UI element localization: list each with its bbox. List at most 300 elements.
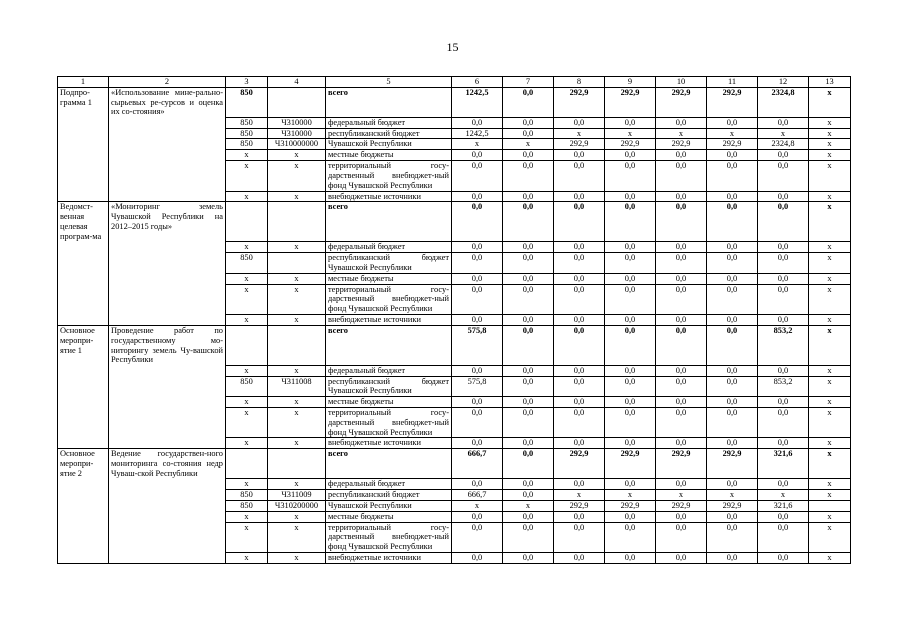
value-cell: 0,0 xyxy=(656,511,707,522)
value-cell: x xyxy=(809,273,851,284)
target-code-cell: x xyxy=(268,284,326,314)
value-cell: 0,0 xyxy=(707,117,758,128)
value-cell: 0,0 xyxy=(707,150,758,161)
value-cell: 0,0 xyxy=(758,273,809,284)
page-number: 15 xyxy=(446,40,459,54)
table-row xyxy=(58,161,851,191)
column-header-4: 4 xyxy=(268,77,326,88)
value-cell: x xyxy=(554,490,605,501)
value-cell: 0,0 xyxy=(503,150,554,161)
target-code-cell: x xyxy=(268,273,326,284)
value-cell: 0,0 xyxy=(656,438,707,449)
value-cell: 0,0 xyxy=(656,161,707,191)
grbs-code-cell: x xyxy=(226,553,268,564)
table-row xyxy=(58,242,851,253)
value-cell: x xyxy=(503,500,554,511)
program-name-cell xyxy=(109,150,226,161)
program-name-cell xyxy=(109,284,226,314)
value-cell: 0,0 xyxy=(503,117,554,128)
column-header-7: 7 xyxy=(503,77,554,88)
value-cell: 0,0 xyxy=(554,191,605,202)
value-cell: 0,0 xyxy=(758,553,809,564)
program-name-cell xyxy=(109,397,226,408)
table-row xyxy=(58,139,851,150)
table-row xyxy=(58,438,851,449)
table-row xyxy=(58,191,851,202)
grbs-code-cell: x xyxy=(226,522,268,552)
program-type-cell xyxy=(58,315,109,326)
value-cell: x xyxy=(809,128,851,139)
grbs-code-cell: 850 xyxy=(226,376,268,397)
column-header-12: 12 xyxy=(758,77,809,88)
value-cell: 0,0 xyxy=(554,408,605,438)
value-cell: 0,0 xyxy=(554,161,605,191)
value-cell: 0,0 xyxy=(554,438,605,449)
table-row xyxy=(58,479,851,490)
value-cell: x xyxy=(809,191,851,202)
value-cell: 0,0 xyxy=(452,150,503,161)
value-cell: 0,0 xyxy=(503,365,554,376)
value-cell: 0,0 xyxy=(605,479,656,490)
value-cell: 0,0 xyxy=(758,397,809,408)
value-cell: 0,0 xyxy=(503,522,554,552)
table-row xyxy=(58,325,851,365)
value-cell: 0,0 xyxy=(452,242,503,253)
grbs-code-cell: x xyxy=(226,315,268,326)
program-type-cell xyxy=(58,500,109,511)
target-code-cell: x xyxy=(268,522,326,552)
funding-source-cell: местные бюджеты xyxy=(326,397,452,408)
program-name-cell xyxy=(109,161,226,191)
value-cell: 0,0 xyxy=(656,325,707,365)
table-row xyxy=(58,490,851,501)
program-type-cell: Подпро-грамма 1 xyxy=(58,87,109,117)
header-row xyxy=(58,77,851,88)
value-cell: 666,7 xyxy=(452,449,503,479)
target-code-cell: Ч310000 xyxy=(268,117,326,128)
target-code-cell xyxy=(268,449,326,479)
value-cell: 0,0 xyxy=(554,253,605,274)
program-name-cell xyxy=(109,511,226,522)
program-name-cell xyxy=(109,315,226,326)
value-cell: 0,0 xyxy=(452,202,503,242)
program-name-cell xyxy=(109,408,226,438)
value-cell: 0,0 xyxy=(605,438,656,449)
value-cell xyxy=(809,500,851,511)
value-cell: 0,0 xyxy=(656,397,707,408)
table-row xyxy=(58,365,851,376)
value-cell: 0,0 xyxy=(452,522,503,552)
value-cell: 0,0 xyxy=(503,490,554,501)
program-type-cell xyxy=(58,490,109,501)
value-cell: 0,0 xyxy=(758,202,809,242)
value-cell: 0,0 xyxy=(605,117,656,128)
program-name-cell xyxy=(109,365,226,376)
target-code-cell: x xyxy=(268,191,326,202)
program-type-cell xyxy=(58,553,109,564)
program-name-cell xyxy=(109,242,226,253)
grbs-code-cell: x xyxy=(226,438,268,449)
value-cell: 292,9 xyxy=(656,500,707,511)
program-name-cell: Ведение государствен-ного мониторинга со-стояния недр Чуваш-ской Республики xyxy=(109,449,226,479)
funding-source-cell: республиканский бюджет xyxy=(326,128,452,139)
value-cell: x xyxy=(707,490,758,501)
value-cell: 0,0 xyxy=(605,161,656,191)
funding-source-cell: федеральный бюджет xyxy=(326,479,452,490)
value-cell: 0,0 xyxy=(452,284,503,314)
value-cell: 1242,5 xyxy=(452,87,503,117)
value-cell: 0,0 xyxy=(656,191,707,202)
grbs-code-cell: x xyxy=(226,191,268,202)
value-cell: x xyxy=(809,408,851,438)
value-cell: x xyxy=(809,150,851,161)
program-type-cell xyxy=(58,253,109,274)
value-cell: 0,0 xyxy=(707,284,758,314)
value-cell: x xyxy=(656,128,707,139)
grbs-code-cell: 850 xyxy=(226,87,268,117)
value-cell: x xyxy=(554,128,605,139)
value-cell: 0,0 xyxy=(605,191,656,202)
value-cell: 0,0 xyxy=(758,117,809,128)
table-row xyxy=(58,87,851,117)
value-cell: 292,9 xyxy=(707,87,758,117)
value-cell: 0,0 xyxy=(503,449,554,479)
value-cell: x xyxy=(656,490,707,501)
column-header-1: 1 xyxy=(58,77,109,88)
target-code-cell: x xyxy=(268,315,326,326)
funding-source-cell: республиканский бюджет Чувашской Республики xyxy=(326,253,452,274)
value-cell: 0,0 xyxy=(605,253,656,274)
value-cell: 0,0 xyxy=(503,397,554,408)
target-code-cell xyxy=(268,87,326,117)
grbs-code-cell: x xyxy=(226,273,268,284)
funding-source-cell: федеральный бюджет xyxy=(326,365,452,376)
value-cell: 0,0 xyxy=(605,315,656,326)
funding-source-cell: внебюджетные источники xyxy=(326,438,452,449)
target-code-cell: Ч310000000 xyxy=(268,139,326,150)
value-cell: 0,0 xyxy=(554,202,605,242)
column-header-6: 6 xyxy=(452,77,503,88)
value-cell: x xyxy=(809,139,851,150)
value-cell: 0,0 xyxy=(656,117,707,128)
column-header-2: 2 xyxy=(109,77,226,88)
value-cell: 0,0 xyxy=(452,553,503,564)
value-cell: x xyxy=(809,161,851,191)
value-cell: 0,0 xyxy=(452,273,503,284)
funding-source-cell: федеральный бюджет xyxy=(326,117,452,128)
value-cell: 0,0 xyxy=(554,376,605,397)
value-cell: 292,9 xyxy=(656,87,707,117)
value-cell: x xyxy=(809,553,851,564)
program-type-cell xyxy=(58,522,109,552)
value-cell: 0,0 xyxy=(554,397,605,408)
value-cell: 292,9 xyxy=(707,449,758,479)
value-cell: 0,0 xyxy=(605,408,656,438)
value-cell: x xyxy=(758,490,809,501)
value-cell: 853,2 xyxy=(758,376,809,397)
value-cell: 0,0 xyxy=(554,284,605,314)
value-cell: x xyxy=(809,522,851,552)
funding-source-cell: внебюджетные источники xyxy=(326,191,452,202)
value-cell: 0,0 xyxy=(503,315,554,326)
value-cell: 0,0 xyxy=(554,365,605,376)
value-cell: 0,0 xyxy=(605,365,656,376)
grbs-code-cell: 850 xyxy=(226,128,268,139)
value-cell: 0,0 xyxy=(656,365,707,376)
funding-source-cell: Чувашской Республики xyxy=(326,139,452,150)
program-name-cell: Проведение работ по государственному мо-ниторингу земель Чу-вашской Республики xyxy=(109,325,226,365)
value-cell: 0,0 xyxy=(656,202,707,242)
value-cell: 292,9 xyxy=(707,500,758,511)
target-code-cell: Ч311008 xyxy=(268,376,326,397)
value-cell: x xyxy=(809,490,851,501)
funding-source-cell: местные бюджеты xyxy=(326,150,452,161)
value-cell: 0,0 xyxy=(758,242,809,253)
value-cell: 0,0 xyxy=(554,553,605,564)
value-cell: 0,0 xyxy=(503,128,554,139)
target-code-cell: x xyxy=(268,242,326,253)
value-cell: 0,0 xyxy=(605,397,656,408)
value-cell: 0,0 xyxy=(452,438,503,449)
program-type-cell xyxy=(58,479,109,490)
value-cell: x xyxy=(809,397,851,408)
value-cell: 0,0 xyxy=(707,325,758,365)
grbs-code-cell xyxy=(226,325,268,365)
value-cell: 0,0 xyxy=(758,511,809,522)
program-type-cell xyxy=(58,128,109,139)
table-row xyxy=(58,449,851,479)
value-cell: 0,0 xyxy=(707,479,758,490)
value-cell: 0,0 xyxy=(656,408,707,438)
value-cell: 292,9 xyxy=(656,449,707,479)
value-cell: 0,0 xyxy=(656,284,707,314)
value-cell: 0,0 xyxy=(707,315,758,326)
table-row xyxy=(58,117,851,128)
program-name-cell xyxy=(109,253,226,274)
target-code-cell xyxy=(268,253,326,274)
value-cell: 1242,5 xyxy=(452,128,503,139)
program-type-cell xyxy=(58,139,109,150)
value-cell: x xyxy=(707,128,758,139)
value-cell: 0,0 xyxy=(707,511,758,522)
value-cell: 292,9 xyxy=(605,139,656,150)
value-cell: 0,0 xyxy=(554,150,605,161)
table-row xyxy=(58,128,851,139)
value-cell: 0,0 xyxy=(452,253,503,274)
program-name-cell xyxy=(109,191,226,202)
program-type-cell xyxy=(58,273,109,284)
value-cell: 0,0 xyxy=(554,315,605,326)
table-row xyxy=(58,150,851,161)
value-cell: x xyxy=(605,490,656,501)
table-row xyxy=(58,408,851,438)
table-row xyxy=(58,522,851,552)
value-cell: 292,9 xyxy=(605,87,656,117)
grbs-code-cell: 850 xyxy=(226,117,268,128)
value-cell: x xyxy=(809,87,851,117)
grbs-code-cell: x xyxy=(226,408,268,438)
table-row xyxy=(58,397,851,408)
grbs-code-cell: x xyxy=(226,511,268,522)
value-cell: x xyxy=(452,500,503,511)
value-cell: x xyxy=(758,128,809,139)
value-cell: 0,0 xyxy=(503,273,554,284)
value-cell: x xyxy=(809,284,851,314)
target-code-cell: x xyxy=(268,511,326,522)
value-cell: 2324,8 xyxy=(758,139,809,150)
value-cell: 0,0 xyxy=(758,191,809,202)
value-cell: 0,0 xyxy=(452,397,503,408)
value-cell: 0,0 xyxy=(503,408,554,438)
value-cell: 0,0 xyxy=(452,479,503,490)
value-cell: 2324,8 xyxy=(758,87,809,117)
value-cell: 0,0 xyxy=(503,376,554,397)
value-cell: 0,0 xyxy=(707,253,758,274)
value-cell: 0,0 xyxy=(503,479,554,490)
program-name-cell xyxy=(109,128,226,139)
funding-source-cell: республиканский бюджет Чувашской Республики xyxy=(326,376,452,397)
value-cell: 0,0 xyxy=(452,117,503,128)
table-row xyxy=(58,273,851,284)
funding-source-cell: федеральный бюджет xyxy=(326,242,452,253)
value-cell: 0,0 xyxy=(554,511,605,522)
value-cell: 0,0 xyxy=(554,273,605,284)
table-row xyxy=(58,253,851,274)
target-code-cell: Ч310200000 xyxy=(268,500,326,511)
grbs-code-cell: 850 xyxy=(226,500,268,511)
value-cell: 0,0 xyxy=(758,150,809,161)
value-cell: 0,0 xyxy=(656,479,707,490)
value-cell: 0,0 xyxy=(452,408,503,438)
value-cell: 292,9 xyxy=(554,449,605,479)
grbs-code-cell: x xyxy=(226,284,268,314)
budget-table xyxy=(57,76,851,564)
value-cell: 292,9 xyxy=(656,139,707,150)
value-cell: 0,0 xyxy=(605,284,656,314)
target-code-cell: x xyxy=(268,150,326,161)
value-cell: 0,0 xyxy=(605,553,656,564)
funding-source-cell: территориальный госу-дарственный внебюджет-ный фонд Чувашской Республики xyxy=(326,161,452,191)
value-cell: 292,9 xyxy=(605,500,656,511)
grbs-code-cell: x xyxy=(226,365,268,376)
value-cell: 0,0 xyxy=(758,408,809,438)
value-cell: x xyxy=(452,139,503,150)
value-cell: 0,0 xyxy=(452,315,503,326)
value-cell: 0,0 xyxy=(554,479,605,490)
program-name-cell xyxy=(109,139,226,150)
program-name-cell xyxy=(109,522,226,552)
target-code-cell: x xyxy=(268,397,326,408)
program-name-cell xyxy=(109,490,226,501)
value-cell: 0,0 xyxy=(707,522,758,552)
value-cell: 0,0 xyxy=(452,365,503,376)
value-cell: 0,0 xyxy=(758,522,809,552)
value-cell: 575,8 xyxy=(452,325,503,365)
value-cell: 0,0 xyxy=(605,202,656,242)
value-cell: 0,0 xyxy=(503,191,554,202)
value-cell: x xyxy=(605,128,656,139)
value-cell: 0,0 xyxy=(758,284,809,314)
value-cell: 0,0 xyxy=(605,273,656,284)
funding-source-cell: республиканский бюджет xyxy=(326,490,452,501)
program-type-cell xyxy=(58,438,109,449)
grbs-code-cell: x xyxy=(226,150,268,161)
program-type-cell xyxy=(58,242,109,253)
column-header-10: 10 xyxy=(656,77,707,88)
value-cell: 0,0 xyxy=(605,522,656,552)
value-cell: 0,0 xyxy=(503,553,554,564)
value-cell: 0,0 xyxy=(656,376,707,397)
value-cell: 0,0 xyxy=(605,376,656,397)
value-cell: 0,0 xyxy=(656,253,707,274)
value-cell: 0,0 xyxy=(452,191,503,202)
program-type-cell xyxy=(58,408,109,438)
value-cell: 0,0 xyxy=(707,376,758,397)
grbs-code-cell: x xyxy=(226,242,268,253)
value-cell: x xyxy=(809,365,851,376)
funding-source-cell: территориальный госу-дарственный внебюджет-ный фонд Чувашской Республики xyxy=(326,408,452,438)
value-cell: 0,0 xyxy=(554,117,605,128)
value-cell: 0,0 xyxy=(758,438,809,449)
program-type-cell xyxy=(58,284,109,314)
value-cell: 0,0 xyxy=(707,365,758,376)
column-header-9: 9 xyxy=(605,77,656,88)
grbs-code-cell: x xyxy=(226,161,268,191)
grbs-code-cell xyxy=(226,449,268,479)
target-code-cell: x xyxy=(268,479,326,490)
column-header-11: 11 xyxy=(707,77,758,88)
grbs-code-cell xyxy=(226,202,268,242)
funding-source-cell: всего xyxy=(326,449,452,479)
value-cell: x xyxy=(809,511,851,522)
value-cell: 0,0 xyxy=(503,202,554,242)
funding-source-cell: местные бюджеты xyxy=(326,273,452,284)
target-code-cell: Ч311009 xyxy=(268,490,326,501)
value-cell: x xyxy=(809,117,851,128)
value-cell: 0,0 xyxy=(707,161,758,191)
program-type-cell xyxy=(58,511,109,522)
program-name-cell xyxy=(109,273,226,284)
value-cell: 0,0 xyxy=(707,202,758,242)
program-type-cell xyxy=(58,191,109,202)
value-cell: 853,2 xyxy=(758,325,809,365)
funding-source-cell: территориальный госу-дарственный внебюджет-ный фонд Чувашской Республики xyxy=(326,522,452,552)
value-cell: 0,0 xyxy=(605,325,656,365)
value-cell: x xyxy=(809,479,851,490)
value-cell: 0,0 xyxy=(503,242,554,253)
value-cell: 292,9 xyxy=(554,87,605,117)
program-name-cell xyxy=(109,438,226,449)
value-cell: x xyxy=(809,325,851,365)
value-cell: 0,0 xyxy=(707,408,758,438)
target-code-cell xyxy=(268,325,326,365)
value-cell: 0,0 xyxy=(707,273,758,284)
grbs-code-cell: 850 xyxy=(226,253,268,274)
funding-source-cell: всего xyxy=(326,325,452,365)
program-name-cell: «Мониторинг земель Чувашской Республики на 2012–2015 годы» xyxy=(109,202,226,242)
value-cell: x xyxy=(503,139,554,150)
target-code-cell: x xyxy=(268,161,326,191)
funding-source-cell: всего xyxy=(326,202,452,242)
table-row xyxy=(58,376,851,397)
value-cell: 0,0 xyxy=(707,397,758,408)
value-cell: 321,6 xyxy=(758,449,809,479)
value-cell: x xyxy=(809,202,851,242)
value-cell: 0,0 xyxy=(656,315,707,326)
grbs-code-cell: x xyxy=(226,397,268,408)
value-cell: 0,0 xyxy=(503,284,554,314)
target-code-cell: x xyxy=(268,408,326,438)
